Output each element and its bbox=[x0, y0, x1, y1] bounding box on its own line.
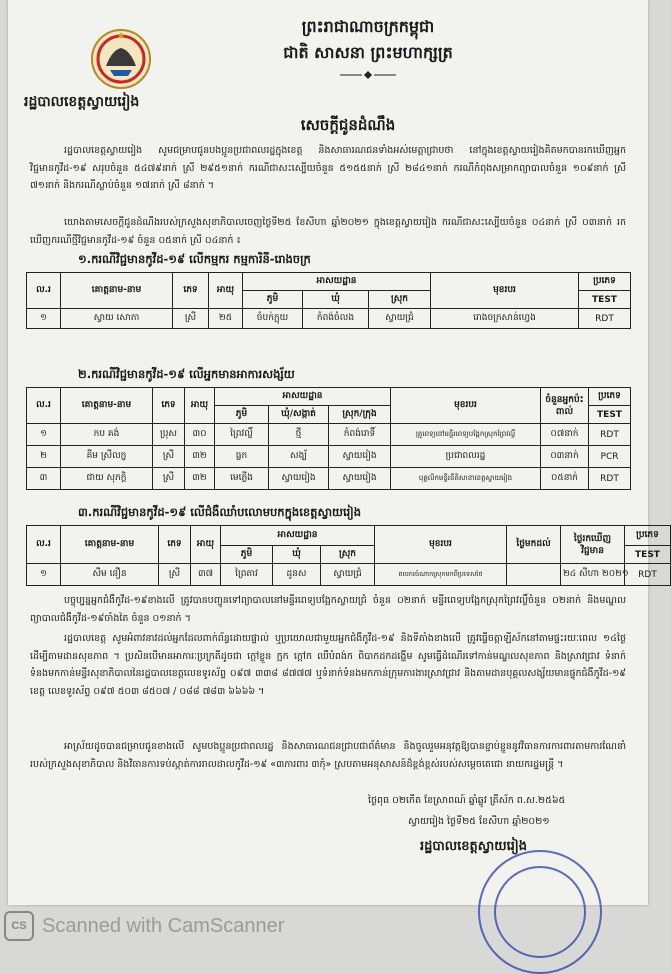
table-row bbox=[27, 424, 631, 446]
header-name: គោត្តនាម-នាម bbox=[61, 388, 153, 424]
cell-sex: ស្រី bbox=[153, 468, 185, 490]
cell-age: ២៥ bbox=[209, 309, 243, 329]
cell-contacts: ០៧នាក់ bbox=[541, 424, 589, 446]
header-address: អាសយដ្ឋាន bbox=[243, 273, 431, 291]
cell-job: បុគ្គលិកមន្ទីរនីតិសាខាខេត្តស្វាយរៀង bbox=[391, 468, 541, 490]
cell-commune: ថ្មី bbox=[269, 424, 329, 446]
lunar-date: ថ្ងៃពុធ ០២កើត ខែស្រាពណ៍ ឆ្នាំឆ្លូវ ត្រីស័ក ព.ស.២៥៦៥ bbox=[368, 795, 566, 806]
header-commune: ឃុំ/សង្កាត់ bbox=[269, 406, 329, 424]
cell-commune: សង្ឃ័ bbox=[269, 446, 329, 468]
cell-sex: ប្រុស bbox=[153, 424, 185, 446]
header-age: អាយុ bbox=[191, 526, 221, 564]
cell-village: ព្រៃវល្លិ៍ bbox=[215, 424, 269, 446]
kingdom-header: ព្រះរាជាណាចក្រកម្ពុជា bbox=[301, 17, 435, 36]
cell-arrival bbox=[507, 564, 561, 586]
header-arrival: ថ្ងៃមកដល់ bbox=[507, 526, 561, 564]
header-no: ល.រ bbox=[27, 273, 61, 309]
cell-found: ២៤ សីហា ២០២១ bbox=[561, 564, 625, 586]
cell-contacts: ០៥នាក់ bbox=[541, 468, 589, 490]
header-age: អាយុ bbox=[209, 273, 243, 309]
header-district: ស្រុក bbox=[321, 546, 375, 564]
camscanner-logo-icon: CS bbox=[4, 911, 34, 941]
cell-age: ៣៧ bbox=[191, 564, 221, 586]
ornament-divider-icon bbox=[338, 70, 398, 80]
body-paragraph-1: បច្ចុប្បន្នអ្នកជំងឺកូវីដ-១៩ខាងលើ ត្រូវបានបញ្ជូនទៅព្យាបាលនៅមន្ទីរពេទ្យបង្អែកស្វាយជ្រំ ចំនួន ០២នាក់ មន្ទីរពេទ្យបង្អែកស្រុកព្រៃវល្លិ៍ចំនួន ០២នាក់ និងមណ្ឌលព្យាបាលជំងឺកូវីដ-១៩ចាំងតៃ ចំនួន ០១នាក់ ។ bbox=[30, 595, 626, 624]
header-address: អាសយដ្ឋាន bbox=[221, 526, 375, 546]
header-test: TEST bbox=[579, 291, 631, 309]
cell-name: សឹម នឿន bbox=[61, 564, 159, 586]
cell-sex: ស្រី bbox=[173, 309, 209, 329]
intro-paragraph-2: យោងតាមសេចក្តីជូនដំណឹងរបស់ក្រសួងសុខាភិបាលចេញថ្ងៃទី២៥ ខែសីហា ឆ្នាំ២០២១ ក្នុងខេត្តស្វាយរៀង ករណីជាសះស្បើយចំនួន ០៤នាក់ ស្រី ០៣នាក់ រកឃើញករណីថ្មីវិជ្ជមានកូវីដ-១៩ ចំនួន ០៥នាក់ ស្រី ០៤នាក់ ៖ bbox=[30, 217, 626, 246]
cell-village: ធ្លក bbox=[215, 446, 269, 468]
header-age: អាយុ bbox=[185, 388, 215, 424]
document-title: សេចក្តីជូនដំណឹង bbox=[300, 116, 396, 134]
cell-name: គីម ស្រីលក្ខ bbox=[61, 446, 153, 468]
header-district: ស្រុក/ក្រុង bbox=[329, 406, 391, 424]
cell-no: ១ bbox=[27, 309, 61, 329]
cell-no: ៣ bbox=[27, 468, 61, 490]
header-sex: ភេទ bbox=[173, 273, 209, 309]
cell-no: ១ bbox=[27, 564, 61, 586]
cell-test: RDT bbox=[625, 564, 671, 586]
header-commune: ឃុំ bbox=[273, 546, 321, 564]
header-job: មុខរបរ bbox=[375, 526, 507, 564]
cell-name: កប គង់ bbox=[61, 424, 153, 446]
table-row bbox=[27, 446, 631, 468]
cell-village: ព្រៃតាវ bbox=[221, 564, 273, 586]
cell-test: RDT bbox=[589, 424, 631, 446]
cell-district: ស្វាយជ្រំ bbox=[321, 564, 375, 586]
cell-district: កំពង់រោទិ៍ bbox=[329, 424, 391, 446]
cell-age: ៣២ bbox=[185, 468, 215, 490]
cell-sex: ស្រី bbox=[153, 446, 185, 468]
signing-org: រដ្ឋបាលខេត្តស្វាយរៀង bbox=[420, 839, 528, 854]
header-name: គោត្តនាម-នាម bbox=[61, 526, 159, 564]
header-type: ប្រភេទ bbox=[579, 273, 631, 291]
intro-paragraph-1: រដ្ឋបាលខេត្តស្វាយរៀង សូមជម្រាបជូនបងប្អូនប្រជាពលរដ្ឋក្នុងខេត្ត និងសាធារណជនទាំងអស់មេត្តាជ្រាបថា នៅក្នុងខេត្តស្វាយរៀងគិតមកបានរកឃើញអ្នកវិជ្ជមានកូវីដ-១៩ សរុបចំនួន ៥៤៧៩នាក់ ស្រី ២៩៥១នាក់ ករណីជាសះស្បើយចំនួន ៥១៥៥នាក់ ស្រី ២៨៤១នាក់ ករណីកំពុងសម្រាកព្យាបាលចំនួន ១០៩នាក់ ស្រី ៧១នាក់ និងករណីស្លាប់ចំនួន ១៧នាក់ ស្រី ៨នាក់ ។ bbox=[30, 145, 626, 191]
scanner-watermark bbox=[4, 906, 650, 946]
table-row bbox=[27, 309, 631, 329]
header-no: ល.រ bbox=[27, 526, 61, 564]
section-3-title: ៣.ករណីវិជ្ជមានកូវីដ-១៩ លើជំងឺឈាំបលោមបកក្នុងខេត្តស្វាយរៀង bbox=[78, 505, 362, 519]
place-date: ស្វាយរៀង ថ្ងៃទី២៥ ខែសីហា ឆ្នាំ២០២១ bbox=[408, 816, 550, 827]
cell-village: មេភ្លើង bbox=[215, 468, 269, 490]
header-commune: ឃុំ bbox=[303, 291, 369, 309]
table-row bbox=[27, 564, 671, 586]
cell-test: RDT bbox=[579, 309, 631, 329]
cell-district: ស្វាយរៀង bbox=[329, 468, 391, 490]
header-found: ថ្ងៃរកឃើញវិជ្ជមាន bbox=[561, 526, 625, 564]
cell-commune: កំពង់ចំលង bbox=[303, 309, 369, 329]
header-test: TEST bbox=[625, 546, 671, 564]
cell-district: ស្វាយជ្រំ bbox=[369, 309, 431, 329]
issuer-name: រដ្ឋបាលខេត្តស្វាយរៀង bbox=[24, 94, 140, 110]
header-name: គោត្តនាម-នាម bbox=[61, 273, 173, 309]
cell-village: ចំបក់ក្អុយ bbox=[243, 309, 303, 329]
section-1-table bbox=[26, 272, 631, 329]
cell-no: ២ bbox=[27, 446, 61, 468]
cell-district: ស្វាយរៀង bbox=[329, 446, 391, 468]
cell-test: RDT bbox=[589, 468, 631, 490]
national-motto: ជាតិ សាសនា ព្រះមហាក្សត្រ bbox=[283, 43, 453, 62]
section-2-title: ២.ករណីវិជ្ជមានកូវីដ-១៩ លើអ្នកមានអាការសង្ស័យ bbox=[78, 367, 295, 381]
header-type: ប្រភេទ bbox=[625, 526, 671, 546]
section-1-title: ១.ករណីវិជ្ជមានកូវីដ-១៩ លើកម្មករ កម្មការិនី-រោងចក្រ bbox=[78, 252, 311, 266]
cell-job: ប្រជាពលរដ្ឋ bbox=[391, 446, 541, 468]
cell-no: ១ bbox=[27, 424, 61, 446]
body-paragraph-3: អាស្រ័យដូចបានជម្រាបជូនខាងលើ សូមបងប្អូនប្រជាពលរដ្ឋ និងសាធារណជនជ្រាបជាព័ត៌មាន និងចូលរួមអនុវត្តឱ្យបានខ្ជាប់ខ្ជួននូវវិធានការការពារតាមការណែនាំរបស់ក្រសួងសុខាភិបាល និងវិធានការទប់ស្កាត់ការរាលដាលកូវីដ-១៩ «៣ការពារ ៣កុំ» ស្របតាមអនុសាសន៍ដ៏ខ្ពង់ខ្ពស់របស់សម្តេចតេជោ នាយករដ្ឋមន្រ្តី ។ bbox=[30, 741, 626, 770]
cell-test: PCR bbox=[589, 446, 631, 468]
header-type: ប្រភេទ bbox=[589, 388, 631, 406]
watermark-text: Scanned with CamScanner bbox=[42, 914, 285, 937]
header-contacts: ចំនួនអ្នកប៉ះពាល់ bbox=[541, 388, 589, 424]
header-job: មុខរបរ bbox=[431, 273, 579, 309]
table-row bbox=[27, 468, 631, 490]
header-village: ភូមិ bbox=[221, 546, 273, 564]
section-2-table bbox=[26, 387, 631, 490]
header-village: ភូមិ bbox=[243, 291, 303, 309]
header-sex: ភេទ bbox=[153, 388, 185, 424]
cell-age: ៣២ bbox=[185, 446, 215, 468]
header-address: អាសយដ្ឋាន bbox=[215, 388, 391, 406]
cell-age: ៣០ bbox=[185, 424, 215, 446]
cell-job: គ្រូពេទ្យនៅមន្ទីរពេទ្យបង្អែកស្រុកព្រៃវល្លិ៍ bbox=[391, 424, 541, 446]
cell-commune: ស្វាយរៀង bbox=[269, 468, 329, 490]
cell-commune: ដូនស bbox=[273, 564, 321, 586]
cell-name: ជាយ សុភក្តិ bbox=[61, 468, 153, 490]
header-job: មុខរបរ bbox=[391, 388, 541, 424]
document-page bbox=[8, 0, 660, 905]
header-no: ល.រ bbox=[27, 388, 61, 424]
body-paragraph-2: រដ្ឋបាលខេត្ត សូមអំពាវនាវដល់អ្នកដែលពាក់ព័ន្ធដោយផ្ទាល់ ឬប្រយោលជាមួយអ្នកជំងឺកូវីដ-១៩ និងទីតាំងខាងលើ ត្រូវធ្វើចត្តាឡីស័កនៅតាមផ្ទះរយៈពេល ១៤ថ្ងៃ ដើម្បីតាមដានសុខភាព ។ ប្រសិនបើមានអាការៈប្រក្រតីដូចជា ក្តៅខ្លួន ក្អក ក្តៅក ឈឺបំពង់ក ពិបាកដកដង្ហើម សូមធ្វើដំណើរទៅកាន់មណ្ឌលសុខភាព និងស្រាវជ្រាវ ទំនាក់ទំនងមកកាន់មន្ទីរសុខាភិបាលនៃរដ្ឋបាលខេត្តលេខទូរស័ព្ទ ០៩៧ ៣៣៨ ៨៧៧៧ ឬទំនាក់ទំនងមកកាន់ក្រុមការងារស្រាវជ្រាវ និងតាមដានបុគ្គលសង្ស័យមានផ្ទុកជំងឺកូវីដ-១៩ ខេត្ត លេខទូរស័ព្ទ ០៩៧ ៥០៣ ៨៥០៧ / ០៨៨ ៧៨៣ ៦៦៦៦ ។ bbox=[30, 633, 626, 697]
header-district: ស្រុក bbox=[369, 291, 431, 309]
header-village: ភូមិ bbox=[215, 406, 269, 424]
cell-job: រោងចក្រសាន់ហ្វេង bbox=[431, 309, 579, 329]
cell-sex: ស្រី bbox=[159, 564, 191, 586]
header-sex: ភេទ bbox=[159, 526, 191, 564]
header-test: TEST bbox=[589, 406, 631, 424]
cell-job: ពលករចំណាកស្រុកមកពីប្រទេសថៃ bbox=[375, 564, 507, 586]
section-3-table bbox=[26, 525, 671, 586]
cell-contacts: ០៣នាក់ bbox=[541, 446, 589, 468]
cell-name: ស្វាយ សោភា bbox=[61, 309, 173, 329]
